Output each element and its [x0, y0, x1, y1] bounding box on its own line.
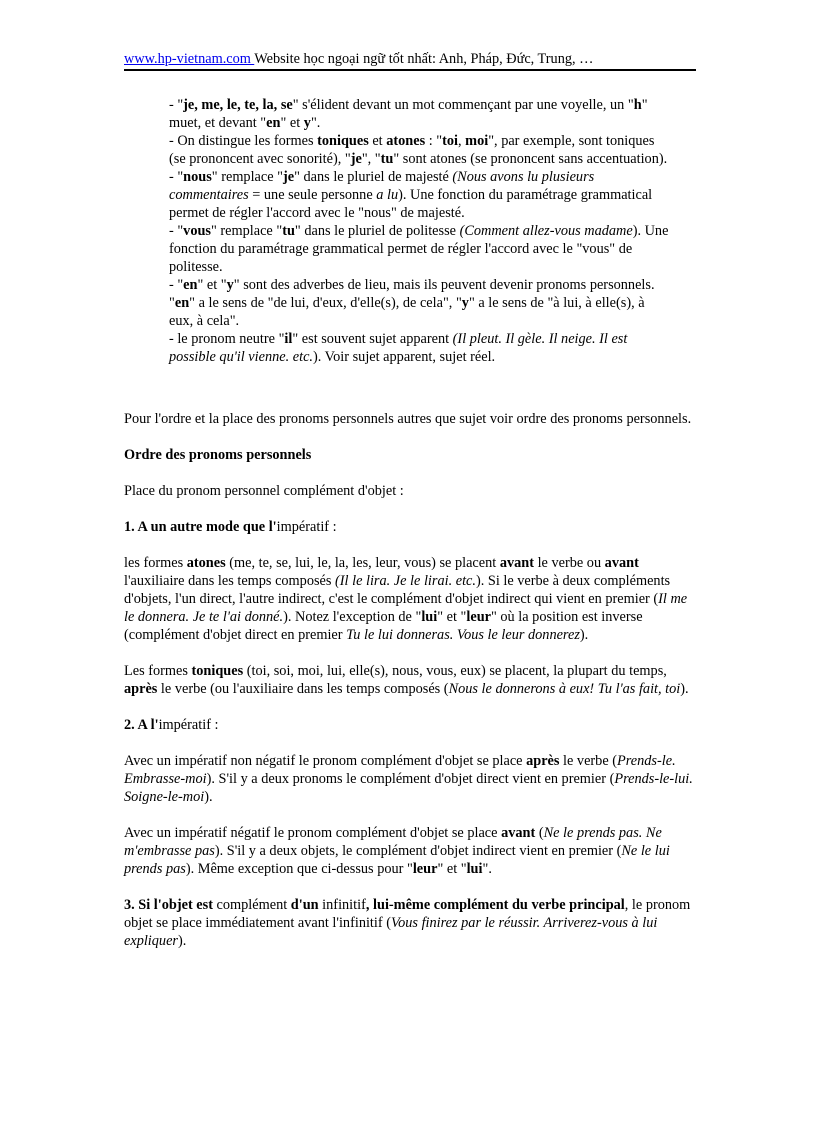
paragraph-atones	[124, 554, 700, 644]
text-run: ).	[680, 681, 689, 697]
text-run: " muet, et devant "	[169, 97, 648, 131]
text-run: leur	[412, 861, 438, 877]
note-nous-majeste	[169, 168, 669, 222]
heading-3	[124, 896, 700, 950]
text-run: toi	[442, 133, 459, 149]
text-run: avant	[501, 825, 536, 841]
text-run: a lu	[376, 187, 399, 203]
text-run: atones	[386, 133, 426, 149]
text-run: Ne le lui prends pas	[124, 843, 670, 877]
text-run: en	[266, 115, 281, 131]
text-run: Les formes	[124, 663, 192, 679]
text-run: " et "	[437, 609, 467, 625]
text-run: vous	[183, 223, 211, 239]
text-run: ). Une fonction du paramétrage grammatical permet de régler l'accord avec le "vous" de politesse.	[169, 223, 669, 275]
text-run: atones	[186, 555, 226, 571]
text-run: " et "	[437, 861, 467, 877]
text-run: ,	[458, 133, 466, 149]
text-run: " s'élident devant un mot commençant par une voyelle, un "	[292, 97, 634, 113]
text-run: (Nous avons lu plusieurs commentaires	[169, 169, 595, 203]
text-run: " et	[280, 115, 304, 131]
text-run: - On distingue les formes	[169, 133, 318, 149]
text-run: h	[633, 97, 642, 113]
text-run: " dans le pluriel de majesté	[294, 169, 453, 185]
text-run: l'auxiliaire dans les temps composés	[124, 573, 336, 589]
text-run: ). Notez l'exception de "	[283, 609, 422, 625]
paragraph-toniques	[124, 662, 700, 698]
header-text: Website học ngoại ngữ tốt nhất: Anh, Pháp, Đức, Trung, …	[254, 51, 594, 67]
heading-2	[124, 716, 700, 734]
text-run: Tu le lui donneras. Vous le leur donnerez	[346, 627, 580, 643]
text-run: ). S'il y a deux objets, le complément d'objet indirect vient en premier (	[214, 843, 622, 859]
text-run: - "	[169, 223, 184, 239]
text-run: Prends-le-lui. Soigne-le-moi	[124, 771, 693, 805]
text-run: : "	[425, 133, 443, 149]
text-run: " a le sens de "de lui, d'eux, d'elle(s), de cela", "	[189, 295, 462, 311]
text-run: complément	[212, 897, 291, 913]
text-run: il	[284, 331, 293, 347]
text-run: Pour l'ordre et la place des pronoms personnels autres que sujet voir ordre des pronoms personnels.	[124, 411, 692, 427]
text-run: Il me le donnera. Je te l'ai donné.	[124, 591, 688, 625]
text-run: y	[461, 295, 469, 311]
text-run: le verbe (ou l'auxiliaire dans les temps composés (	[157, 681, 449, 697]
text-run: tu	[380, 151, 394, 167]
text-run: y	[303, 115, 311, 131]
paragraph-imperatif-negatif	[124, 824, 700, 878]
text-run: - "	[169, 169, 184, 185]
text-run: " remplace "	[210, 223, 283, 239]
text-run: ). Une fonction du paramétrage grammatical permet de régler l'accord avec le "nous" de majesté.	[169, 187, 653, 221]
section-heading	[124, 446, 700, 464]
text-run: impératif :	[276, 519, 337, 535]
text-run: " est souvent sujet apparent	[292, 331, 453, 347]
text-run: et	[368, 133, 387, 149]
text-run: ".	[482, 861, 492, 877]
text-run: , lui-même complément du verbe principal	[365, 897, 625, 913]
text-run: (Il le lira. Je le lirai. etc.	[335, 573, 476, 589]
page-header	[124, 50, 696, 71]
text-run: toniques	[317, 133, 369, 149]
paragraph-ordre-ref	[124, 410, 700, 428]
text-run: - "	[169, 97, 184, 113]
text-run: 2. A l'	[124, 717, 159, 733]
text-run: le verbe ou	[534, 555, 605, 571]
text-run: lui	[466, 861, 483, 877]
text-run: " dans le pluriel de politesse	[294, 223, 460, 239]
text-run: tu	[282, 223, 295, 239]
text-run: ). S'il y a deux pronoms le complément d'objet direct vient en premier (	[206, 771, 615, 787]
text-run: après	[526, 753, 560, 769]
text-run: " sont des adverbes de lieu, mais ils peuvent devenir pronoms personnels. "	[169, 277, 655, 311]
text-run: d'un	[290, 897, 319, 913]
text-run: " sont atones (se prononcent sans accentuation).	[393, 151, 668, 167]
note-il-neutre	[169, 330, 669, 366]
text-run: je	[283, 169, 295, 185]
text-run: ). Même exception que ci-dessus pour "	[185, 861, 413, 877]
text-run: (Comment allez-vous madame	[459, 223, 633, 239]
text-run: Vous finirez par le réussir. Arriverez-vous à lui expliquer	[124, 915, 658, 949]
text-run: ", par exemple, sont toniques (se prononcent avec sonorité), "	[169, 133, 655, 167]
text-run: le verbe (	[559, 753, 618, 769]
text-run: avant	[499, 555, 534, 571]
text-run: Place du pronom personnel complément d'objet :	[124, 483, 404, 499]
text-run: Nous le donnerons à eux! Tu l'as fait, toi	[448, 681, 681, 697]
note-vous-politesse	[169, 222, 669, 276]
text-run: Avec un impératif négatif le pronom complément d'objet se place	[124, 825, 502, 841]
text-run: ). Voir sujet apparent, sujet réel.	[313, 349, 496, 365]
note-toniques-atones	[169, 132, 669, 168]
text-run: je, me, le, te, la, se	[183, 97, 293, 113]
text-run: " où la position est inverse (complément d'objet direct en premier	[124, 609, 643, 643]
paragraph-place	[124, 482, 700, 500]
text-run: Ne le prends pas. Ne m'embrasse pas	[124, 825, 662, 859]
text-run: - le pronom neutre "	[169, 331, 285, 347]
text-run: avant	[604, 555, 639, 571]
pronoun-notes	[169, 96, 669, 366]
text-run: - "	[169, 277, 184, 293]
text-run: " remplace "	[211, 169, 284, 185]
text-run: " et "	[197, 277, 227, 293]
text-run: ", "	[361, 151, 381, 167]
paragraph-imperatif-positif	[124, 752, 700, 806]
text-run: (Il pleut. Il gèle. Il neige. Il est possible qu'il vienne. etc.	[169, 331, 628, 365]
text-run: , le pronom objet se place immédiatement avant l'infinitif (	[124, 897, 691, 931]
text-run: ). Si le verbe à deux compléments d'objets, l'un direct, l'autre indirect, c'est le complément d'objet indirect qui vient en premier (	[124, 573, 671, 607]
text-run: ).	[579, 627, 589, 643]
text-run: " a le sens de "à lui, à elle(s), à eux, à cela".	[169, 295, 645, 329]
text-run: après	[124, 681, 158, 697]
heading-1	[124, 518, 700, 536]
text-run: ".	[310, 115, 321, 131]
text-run: ).	[204, 789, 213, 805]
main-text	[124, 410, 700, 950]
text-run: (me, te, se, lui, le, la, les, leur, vous) se placent	[225, 555, 500, 571]
text-run: 1. A un autre mode que l'	[124, 519, 277, 535]
text-run: (	[535, 825, 544, 841]
site-link[interactable]: www.hp-vietnam.com	[124, 51, 255, 67]
note-en-y	[169, 276, 669, 330]
text-run: (toi, soi, moi, lui, elle(s), nous, vous, eux) se placent, la plupart du temps,	[243, 663, 667, 679]
text-run: Prends-le. Embrasse-moi	[124, 753, 676, 787]
text-run: y	[226, 277, 234, 293]
note-elision	[169, 96, 669, 132]
text-run: impératif :	[158, 717, 219, 733]
text-run: leur	[466, 609, 491, 625]
text-run: les formes	[124, 555, 187, 571]
text-run: en	[174, 295, 190, 311]
text-run: je	[350, 151, 362, 167]
text-run: toniques	[191, 663, 244, 679]
text-run: lui	[421, 609, 438, 625]
text-run: ).	[178, 933, 187, 949]
text-run: moi	[465, 133, 489, 149]
text-run: Ordre des pronoms personnels	[124, 447, 312, 463]
text-run: = une seule personne	[248, 187, 377, 203]
text-run: Avec un impératif non négatif le pronom complément d'objet se place	[124, 753, 527, 769]
text-run: infinitif	[318, 897, 366, 913]
text-run: nous	[183, 169, 212, 185]
text-run: 3. Si l'objet est	[124, 897, 213, 913]
text-run: en	[183, 277, 198, 293]
